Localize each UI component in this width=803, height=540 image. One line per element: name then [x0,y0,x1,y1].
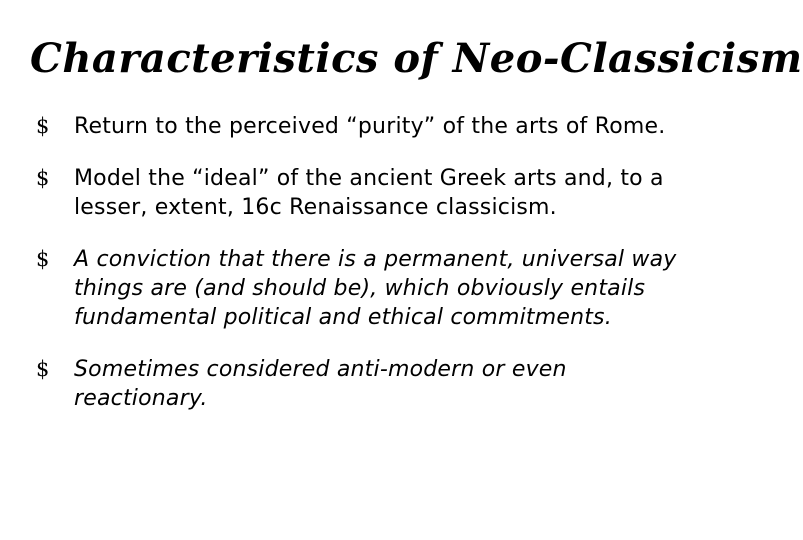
bullet-item-3 [36,245,696,332]
bullet-text: A conviction that there is a permanent, universal way things are (and should be), which obviously entails fundamental political and ethical commitments. [74,247,677,330]
bullet-text: Return to the perceived “purity” of the arts of Rome. [74,114,666,139]
bullet-item-1 [36,112,696,141]
bullet-text: Sometimes considered anti-modern or even reactionary. [74,357,567,411]
bullet-marker: $ [36,114,50,138]
bullet-item-2 [36,164,696,222]
slide-title: Characteristics of Neo-Classicism [30,35,803,82]
bullet-marker: $ [36,247,50,271]
bullet-marker: $ [36,357,50,381]
bullet-list [36,112,696,436]
bullet-text: Model the “ideal” of the ancient Greek arts and, to a lesser, extent, 16c Renaissance classicism. [74,166,664,220]
bullet-item-4 [36,355,696,413]
bullet-marker: $ [36,166,50,190]
